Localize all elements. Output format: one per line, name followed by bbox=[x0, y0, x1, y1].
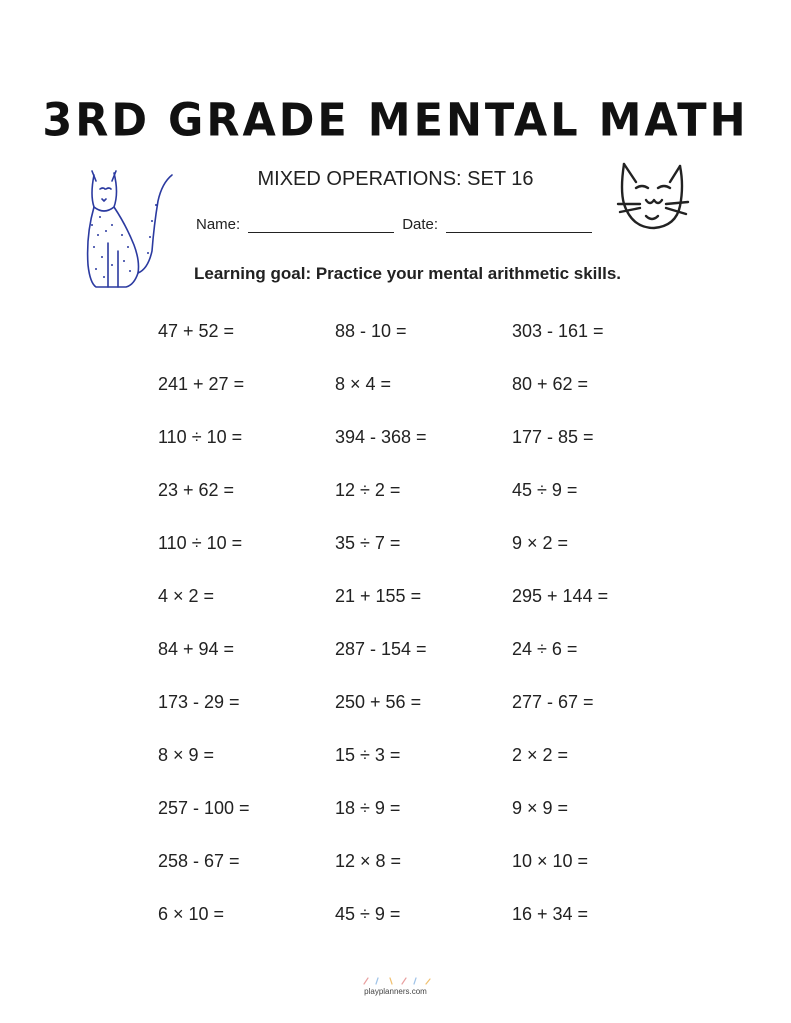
learning-goal: Learning goal: Practice your mental arithmetic skills. bbox=[193, 264, 622, 283]
problem-grid bbox=[158, 318, 678, 954]
problem-item: 18 ÷ 9 = bbox=[335, 798, 401, 818]
problem-item: 12 ÷ 2 = bbox=[335, 480, 401, 500]
problem-item: 45 ÷ 9 = bbox=[512, 480, 578, 500]
date-label: Date: bbox=[402, 216, 439, 233]
name-blank-line bbox=[248, 218, 394, 233]
problem-item: 23 + 62 = bbox=[158, 480, 235, 500]
worksheet-title: 3RD GRADE MENTAL MATH bbox=[42, 94, 749, 148]
problem-item: 303 - 161 = bbox=[512, 321, 604, 341]
problem-item: 277 - 67 = bbox=[512, 692, 594, 712]
name-label: Name: bbox=[196, 216, 241, 233]
problem-item: 4 × 2 = bbox=[158, 586, 215, 606]
footer-site: playplanners.com bbox=[364, 987, 427, 996]
problem-item: 24 ÷ 6 = bbox=[512, 639, 578, 659]
problem-item: 16 + 34 = bbox=[512, 904, 589, 924]
problem-item: 394 - 368 = bbox=[335, 427, 427, 447]
problem-item: 47 + 52 = bbox=[158, 321, 235, 341]
sitting-cat-icon bbox=[82, 165, 174, 291]
problem-item: 10 × 10 = bbox=[512, 851, 589, 871]
problem-item: 8 × 4 = bbox=[335, 374, 392, 394]
problem-item: 45 ÷ 9 = bbox=[335, 904, 401, 924]
worksheet-subtitle: MIXED OPERATIONS: SET 16 bbox=[257, 168, 534, 190]
problem-item: 88 - 10 = bbox=[335, 321, 407, 341]
date-blank-line bbox=[446, 218, 592, 233]
problem-item: 80 + 62 = bbox=[512, 374, 589, 394]
problem-item: 9 × 2 = bbox=[512, 533, 569, 553]
problem-item: 6 × 10 = bbox=[158, 904, 225, 924]
problem-item: 258 - 67 = bbox=[158, 851, 240, 871]
name-date-fields bbox=[196, 216, 600, 233]
problem-item: 295 + 144 = bbox=[512, 586, 609, 606]
problem-item: 9 × 9 = bbox=[512, 798, 569, 818]
problem-item: 257 - 100 = bbox=[158, 798, 250, 818]
problem-item: 241 + 27 = bbox=[158, 374, 245, 394]
problem-item: 173 - 29 = bbox=[158, 692, 240, 712]
confetti-logo-icon bbox=[356, 976, 436, 986]
problem-item: 21 + 155 = bbox=[335, 586, 422, 606]
problem-item: 84 + 94 = bbox=[158, 639, 235, 659]
problem-item: 35 ÷ 7 = bbox=[335, 533, 401, 553]
problem-item: 12 × 8 = bbox=[335, 851, 402, 871]
problem-item: 110 ÷ 10 = bbox=[158, 533, 243, 553]
cat-face-icon bbox=[616, 160, 690, 234]
problem-item: 15 ÷ 3 = bbox=[335, 745, 401, 765]
footer-brand bbox=[0, 976, 791, 996]
problem-item: 8 × 9 = bbox=[158, 745, 215, 765]
problem-item: 287 - 154 = bbox=[335, 639, 427, 659]
problem-item: 177 - 85 = bbox=[512, 427, 594, 447]
problem-item: 250 + 56 = bbox=[335, 692, 422, 712]
problem-item: 110 ÷ 10 = bbox=[158, 427, 243, 447]
problem-item: 2 × 2 = bbox=[512, 745, 569, 765]
